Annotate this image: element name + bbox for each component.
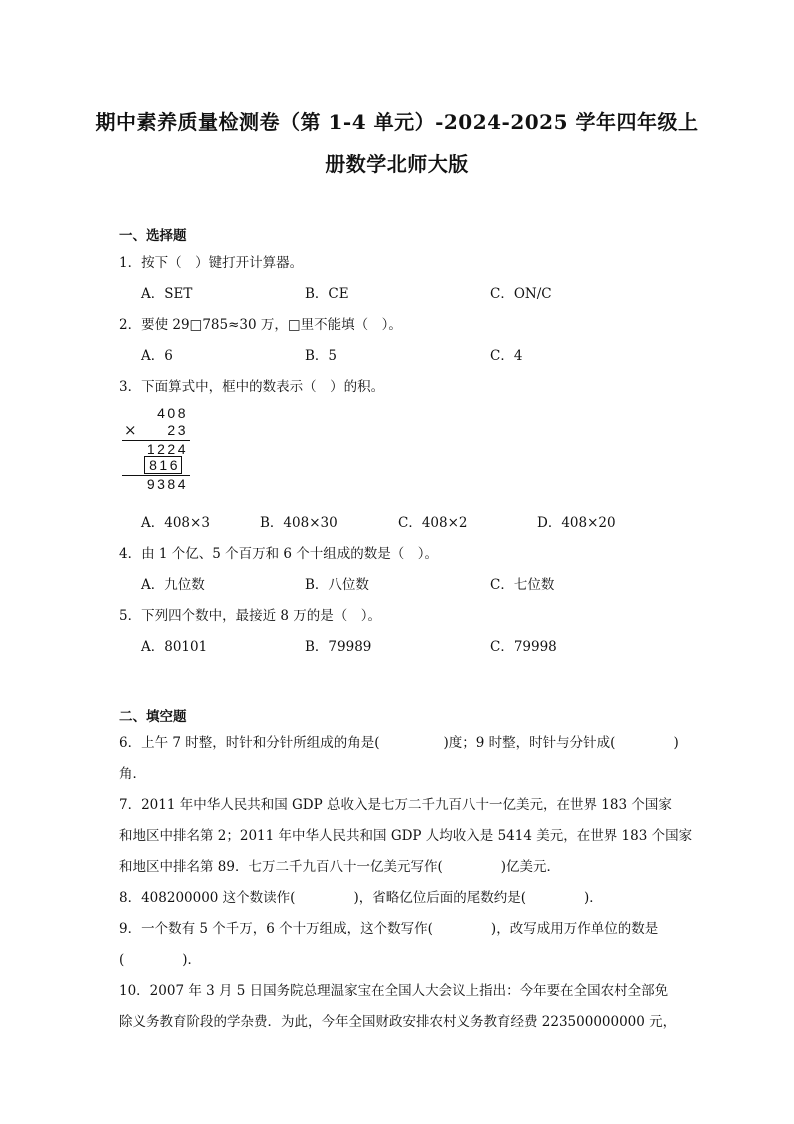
question-7-line-3 [119,855,560,875]
question-9-line-1 [119,917,658,937]
question-1-stem: 1．按下（ ）键打开计算器。 [119,255,304,271]
question-4-option-b: B．八位数 [305,577,369,593]
partial-product-2: 816 [149,457,180,473]
question-6-text-c: ) [673,735,679,751]
partial-product-1: 1224 [146,441,188,457]
question-6-line-1 [119,731,679,751]
question-8-line [119,886,603,906]
question-7-line-2: 和地区中排名第 2；2011 年中华人民共和国 GDP 人均收入是 5414 美元，在世界 183 个国家 [119,828,693,844]
question-9-line-2 [119,948,201,968]
question-3-stem: 3．下面算式中，框中的数表示（ ）的积。 [119,379,385,395]
question-3-option-a: A．408×3 [141,515,210,531]
question-10-line-2: 除义务教育阶段的学杂费．为此，今年全国财政安排农村义务教育经费 223500000000 元， [119,1014,677,1030]
multiplier: 23 [167,422,188,438]
document-title-line-2: 册数学北师大版 [325,152,469,176]
question-4-option-c: C．七位数 [490,577,555,593]
question-2-option-a: A．6 [141,348,173,364]
vertical-multiplication [118,404,198,496]
question-9-text-d: )． [182,952,202,968]
question-1-option-c: C．ON/C [490,286,552,302]
section-heading-choice: 一、选择题 [119,228,187,244]
multiplicand: 408 [157,405,188,421]
question-2-option-b: B．5 [305,348,338,364]
question-2-stem: 2．要使 29□785≈30 万，□里不能填（ ）。 [119,317,402,333]
question-9-text-a: 9．一个数有 5 个千万，6 个十万组成，这个数写作( [119,921,433,937]
question-6-text-a: 6．上午 7 时整，时针和分针所组成的角是( [119,735,380,751]
question-4-stem: 4．由 1 个亿、5 个百万和 6 个十组成的数是（ ）。 [119,546,439,562]
question-5-option-a: A．80101 [141,639,208,655]
question-3-option-b: B．408×30 [260,515,338,531]
question-8-text-b: )，省略亿位后面的尾数约是( [353,890,526,906]
final-product: 9384 [146,476,188,492]
question-3-option-c: C．408×2 [398,515,468,531]
question-6-line-2: 角． [119,766,146,782]
question-7-line-1: 7．2011 年中华人民共和国 GDP 总收入是七万二千九百八十一亿美元，在世界 183 个国家 [119,797,672,813]
question-7-text-a: 和地区中排名第 89．七万二千九百八十一亿美元写作( [119,859,443,875]
question-3-option-d: D．408×20 [537,515,616,531]
question-9-text-b: )，改写成用万作单位的数是 [490,921,659,937]
section-heading-fill-blank: 二、填空题 [119,709,187,725]
question-1-option-b: B．CE [305,286,349,302]
question-9-text-c: ( [119,952,125,968]
multiply-sign: × [124,421,137,439]
question-5-option-c: C．79998 [490,639,557,655]
document-title-line-1: 期中素养质量检测卷（第 1-4 单元）-2024-2025 学年四年级上 [95,110,699,134]
question-6-text-b: )度；9 时整，时针与分针成( [443,735,616,751]
question-8-text-a: 8．408200000 这个数读作( [119,890,296,906]
question-5-option-b: B．79989 [305,639,372,655]
question-2-option-c: C．4 [490,348,523,364]
question-10-line-1: 10．2007 年 3 月 5 日国务院总理温家宝在全国人大会议上指出：今年要在全国农村全部免 [119,983,669,999]
question-7-text-b: )亿美元． [500,859,561,875]
question-5-stem: 5．下列四个数中，最接近 8 万的是（ ）。 [119,608,382,624]
question-1-option-a: A．SET [141,286,193,302]
question-8-text-c: )． [584,890,603,906]
question-4-option-a: A．九位数 [141,577,205,593]
